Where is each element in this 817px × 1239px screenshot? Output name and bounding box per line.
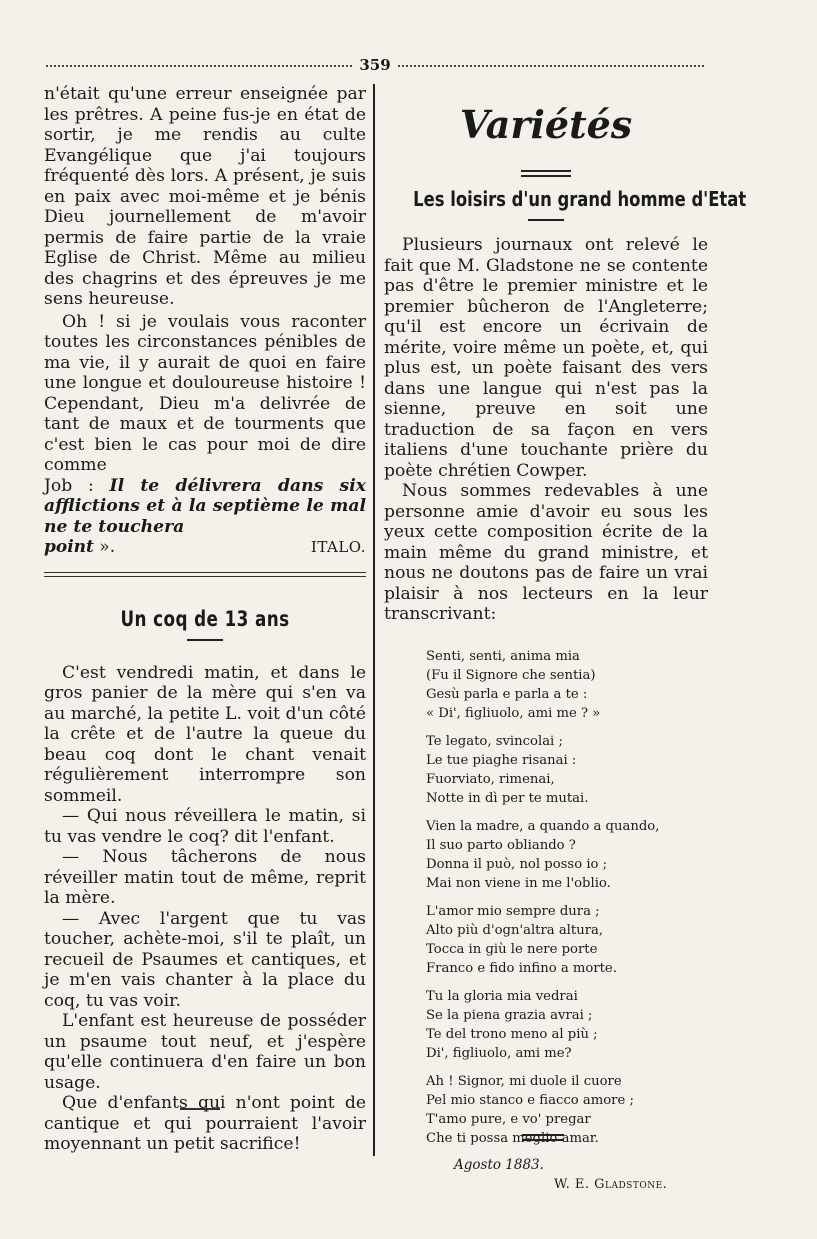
stanza <box>426 647 708 723</box>
title-separator <box>521 170 571 177</box>
poem-line: Il suo parto obliando ? <box>426 837 576 853</box>
title-rule <box>528 219 564 221</box>
paragraph: — Avec l'argent que tu vas toucher, achète-moi, s'il te plaît, un recueil de Psaumes et cantiques, et je m'en vais chanter à la place du coq, tu vas voir. <box>44 908 366 1011</box>
job-prefix: Job : <box>44 475 110 496</box>
poem-line: Tocca in giù le nere porte <box>426 941 598 957</box>
poem <box>426 647 708 1148</box>
paragraph: Oh ! si je voulais vous raconter toutes les circonstances pénibles de ma vie, il y aurait de quoi en faire une longue et douloureuse histoire ! Cependant, Dieu m'a delivrée de tant de maux et de tourments que c'est bien le cas pour moi de dire comme <box>44 311 366 475</box>
varietes-title: Variétés <box>459 102 633 147</box>
poem-line: Tu la gloria mia vedrai <box>426 988 578 1004</box>
poem-line: Te del trono meno al più ; <box>426 1026 598 1042</box>
poem-line: (Fu il Signore che sentia) <box>426 667 596 683</box>
paragraph: L'enfant est heureuse de posséder un psaume tout neuf, et j'espère qu'elle continuera d'en faire un bon usage. <box>44 1011 366 1093</box>
page-header <box>46 56 704 76</box>
title-rule <box>187 639 223 641</box>
paragraph: Nous sommes redevables à une personne amie d'avoir eu sous les yeux cette composition écrite de la main même du grand ministre, et nous ne doutons pas de faire un vrai plaisir à nos lecteurs en la leur transcrivant: <box>384 481 708 624</box>
stanza <box>426 1072 708 1148</box>
poem-date: Agosto 1883. <box>454 1156 544 1173</box>
article-title: Les loisirs d'un grand homme d'Etat <box>413 187 747 211</box>
section-title: Un coq de 13 ans <box>120 606 290 631</box>
header-rule-left <box>46 65 352 67</box>
poem-line: Notte in dì per te mutai. <box>426 790 589 806</box>
section-separator <box>44 572 366 577</box>
stanza <box>426 817 708 893</box>
job-quote-text: Il te délivrera dans six afflictions et à la septième le mal ne te touchera <box>44 475 366 537</box>
signature-line <box>44 537 366 558</box>
header-rule-right <box>398 65 704 67</box>
poem-line: Senti, senti, anima mia <box>426 648 580 664</box>
paragraph: n'était qu'une erreur enseignée par les prêtres. A peine fus-je en état de sortir, je me rendis au culte Evangélique que j'ai toujours fréquenté dès lors. A présent, je suis en paix avec moi-même et je bénis Dieu journellement de m'avoir permis de faire partie de la vraie Eglise de Christ. Même au milieu des chagrins et des épreuves je me sens heureuse. <box>44 84 366 309</box>
signature-name: Gladstone. <box>594 1176 668 1192</box>
poem-line: Mai non viene in me l'oblio. <box>426 875 611 891</box>
poem-line: Alto più d'ogn'altra altura, <box>426 922 604 938</box>
poem-line: Di', figliuolo, ami me? <box>426 1045 572 1061</box>
signature-initials: W. E. <box>554 1176 595 1192</box>
stanza <box>426 732 708 808</box>
stanza <box>426 987 708 1063</box>
poem-line: Gesù parla e parla a te : <box>426 686 588 702</box>
paragraph: — Nous tâcherons de nous réveiller matin tout de même, reprit la mère. <box>44 847 366 908</box>
stanza <box>426 902 708 978</box>
paragraph: Plusieurs journaux ont relevé le fait que M. Gladstone ne se contente pas d'être le premier ministre et le premier bûcheron de l'Angleterre; qu'il est encore un écrivain de mérite, voire même un poète, et, qui plus est, un poète faisant des vers dans une langue qui n'est pas la sienne, preuve en soit une traduction de sa façon en vers italiens d'une touchante prière du poète chrétien Cowper. <box>384 235 708 481</box>
poem-line: Franco e fido infino a morte. <box>426 960 617 976</box>
poem-line: Vien la madre, a quando a quando, <box>426 818 660 834</box>
poem-line: Donna il può, nol posso io ; <box>426 856 608 872</box>
signature-italo: ITALO. <box>310 538 366 556</box>
page-number: 359 <box>359 56 391 74</box>
right-column <box>384 84 747 1192</box>
poem-line: L'amor mio sempre dura ; <box>426 903 600 919</box>
end-mark <box>180 1108 220 1110</box>
poem-line: Le tue piaghe risanai : <box>426 752 577 768</box>
paragraph: — Qui nous réveillera le matin, si tu vas vendre le coq? dit l'enfant. <box>44 806 366 847</box>
poem-line: Te legato, svincolai ; <box>426 733 563 749</box>
poem-line: Fuorviato, rimenai, <box>426 771 555 787</box>
left-column <box>44 84 366 1155</box>
column-divider <box>373 84 375 1156</box>
paragraph: Que d'enfants qui n'ont point de cantique et qui pourraient l'avoir moyennant un petit sacrifice! <box>44 1093 366 1154</box>
poem-line: Pel mio stanco e fiacco amore ; <box>426 1092 634 1108</box>
job-quote <box>44 476 366 538</box>
poem-line: « Di', figliuolo, ami me ? » <box>426 705 601 721</box>
poem-line: Ah ! Signor, mi duole il cuore <box>426 1073 622 1089</box>
poem-line: Se la piena grazia avrai ; <box>426 1007 593 1023</box>
paragraph: C'est vendredi matin, et dans le gros panier de la mère qui s'en va au marché, la petite L. voit d'un côté la crête et de l'autre la queue du beau coq dont le chant venait régulièrement interrompre son sommeil. <box>44 662 366 806</box>
job-close: ». <box>93 537 116 557</box>
poem-line: T'amo pure, e vo' pregar <box>426 1111 591 1127</box>
job-end: point <box>44 537 94 557</box>
end-mark <box>522 1134 564 1141</box>
poem-signature <box>554 1177 708 1192</box>
poem-line: Che ti possa meglio amar. <box>426 1130 599 1146</box>
